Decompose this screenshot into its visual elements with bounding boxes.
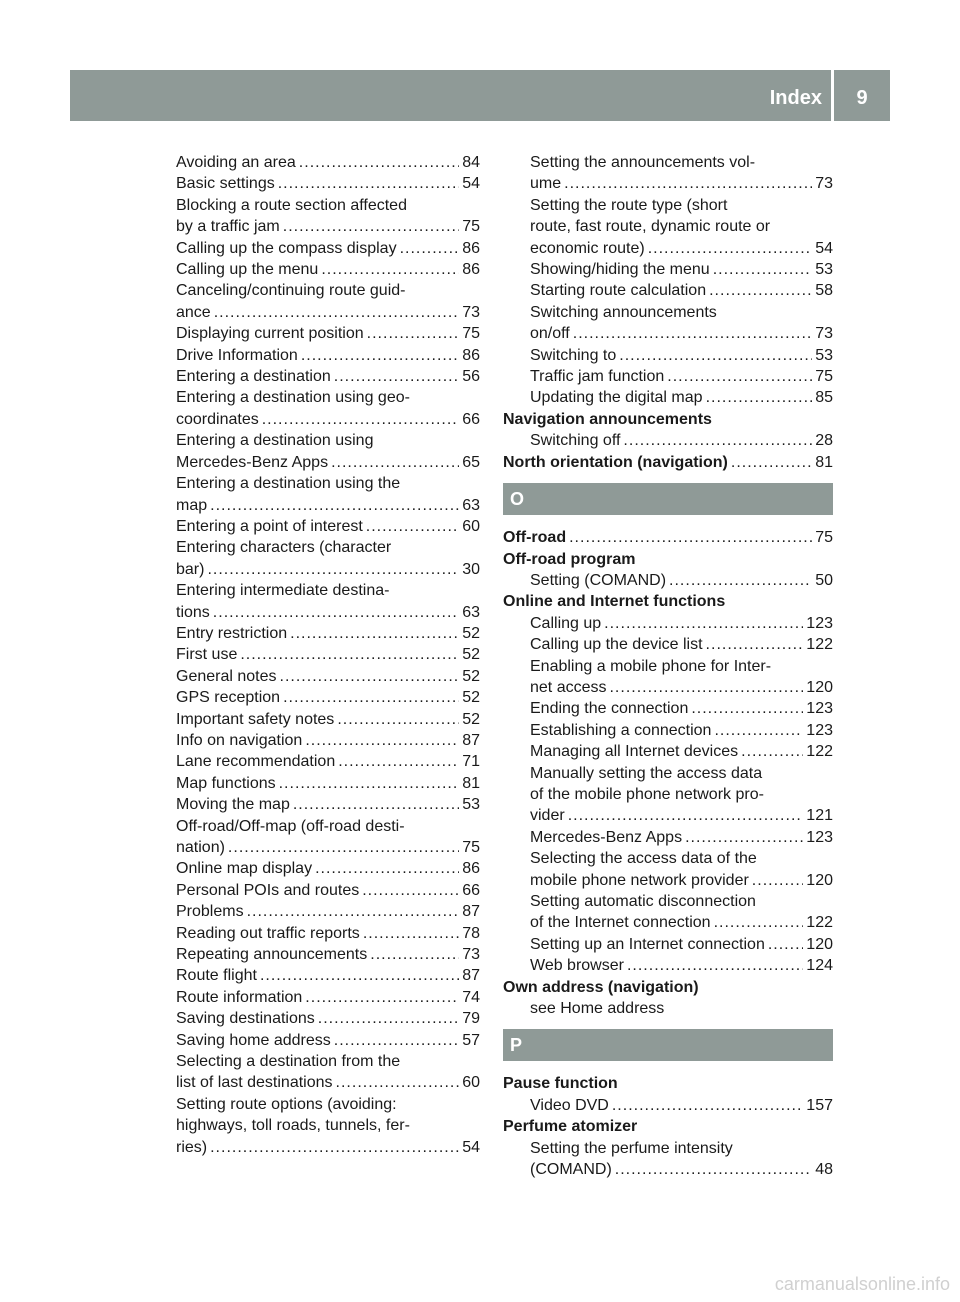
index-page-number: 78 xyxy=(462,924,480,942)
index-entry-label: Mercedes-Benz Apps xyxy=(176,453,329,471)
dot-leader xyxy=(609,677,803,698)
dot-leader xyxy=(752,870,804,891)
index-entry[interactable] xyxy=(503,1159,833,1180)
index-entry[interactable] xyxy=(503,280,833,301)
dot-leader xyxy=(713,259,812,280)
index-page-number: 75 xyxy=(815,368,833,386)
index-page-number: 86 xyxy=(462,860,480,878)
index-entry-label: Establishing a connection xyxy=(530,721,712,739)
index-entry-label: Saving home address xyxy=(176,1031,331,1049)
index-entry[interactable] xyxy=(503,677,833,698)
index-entry[interactable] xyxy=(503,238,833,259)
index-entry[interactable] xyxy=(176,901,480,922)
index-page-number: 87 xyxy=(462,967,480,985)
index-page-number: 54 xyxy=(815,239,833,257)
index-entry[interactable] xyxy=(176,1008,480,1029)
index-page-number: 28 xyxy=(815,432,833,450)
index-page-number: 66 xyxy=(462,881,480,899)
index-entry-label: map xyxy=(176,496,208,514)
index-entry-label: Showing/hiding the menu xyxy=(530,261,710,279)
index-entry-label: Reading out traffic reports xyxy=(176,924,360,942)
index-entry[interactable] xyxy=(176,559,480,580)
index-page-number: 63 xyxy=(462,603,480,621)
index-page-number: 52 xyxy=(462,689,480,707)
section-title: Index xyxy=(769,87,822,109)
dot-leader xyxy=(210,495,459,516)
index-entry-label: by a traffic jam xyxy=(176,218,280,236)
index-entry[interactable] xyxy=(503,387,833,408)
index-page-number: 52 xyxy=(462,667,480,685)
index-text-line: Entering intermediate destina- xyxy=(176,582,390,600)
index-page-number: 124 xyxy=(806,957,833,975)
index-entry[interactable] xyxy=(176,1137,480,1158)
index-page-number: 87 xyxy=(462,731,480,749)
index-page-number: 79 xyxy=(462,1010,480,1028)
index-entry[interactable] xyxy=(503,173,833,194)
index-page-number: 86 xyxy=(462,261,480,279)
index-entry-label: Info on navigation xyxy=(176,731,303,749)
index-entry[interactable] xyxy=(176,623,480,644)
index-text-line: Entering a destination using xyxy=(176,432,374,450)
dot-leader xyxy=(305,730,459,751)
index-entry-label: Route flight xyxy=(176,967,257,985)
index-page-number: 75 xyxy=(462,218,480,236)
dot-leader xyxy=(612,1095,803,1116)
index-entry[interactable] xyxy=(176,366,480,387)
index-column-left xyxy=(176,152,480,1158)
index-entry[interactable] xyxy=(176,644,480,665)
index-page-number: 73 xyxy=(462,946,480,964)
dot-leader xyxy=(213,602,459,623)
index-entry[interactable] xyxy=(503,912,833,933)
index-text-line: Selecting the access data of the xyxy=(530,850,757,868)
index-entry[interactable] xyxy=(176,323,480,344)
index-entry-label: ume xyxy=(530,175,562,193)
dot-leader xyxy=(709,280,812,301)
dot-leader xyxy=(247,901,459,922)
index-entry-label: Switching off xyxy=(530,432,621,450)
index-text-line: Setting route options (avoiding: xyxy=(176,1095,397,1113)
index-page-number: 60 xyxy=(462,517,480,535)
index-page-number: 53 xyxy=(462,796,480,814)
index-entry-label: Entering a destination xyxy=(176,368,331,386)
index-entry-label: tions xyxy=(176,603,210,621)
index-page-number: 52 xyxy=(462,646,480,664)
index-entry-label: coordinates xyxy=(176,410,259,428)
index-entry-label: General notes xyxy=(176,667,277,685)
index-heading: Online and Internet functions xyxy=(503,593,726,611)
index-entry-label: Online map display xyxy=(176,860,313,878)
index-entry[interactable] xyxy=(176,345,480,366)
index-text-line: see Home address xyxy=(530,1000,665,1018)
index-entry[interactable] xyxy=(503,1095,833,1116)
index-entry-label: Switching to xyxy=(530,346,617,364)
index-page-number: 48 xyxy=(815,1161,833,1179)
index-heading: Own address (navigation) xyxy=(503,978,699,996)
dot-leader xyxy=(262,409,459,430)
index-text-line: Enabling a mobile phone for Inter- xyxy=(530,657,772,675)
index-page-number: 73 xyxy=(815,175,833,193)
index-entry-label: list of last destinations xyxy=(176,1074,333,1092)
index-page-number: 75 xyxy=(462,325,480,343)
index-letter-heading: P xyxy=(503,1029,833,1061)
index-entry[interactable] xyxy=(503,259,833,280)
index-entry-label: Ending the connection xyxy=(530,700,689,718)
dot-leader xyxy=(569,527,812,548)
index-entry[interactable] xyxy=(503,366,833,387)
index-entry[interactable] xyxy=(503,741,833,762)
index-entry[interactable] xyxy=(176,709,480,730)
index-entry[interactable] xyxy=(176,987,480,1008)
dot-leader xyxy=(207,559,459,580)
index-entry[interactable] xyxy=(176,858,480,879)
index-page-number: 58 xyxy=(815,282,833,300)
dot-leader xyxy=(305,987,459,1008)
index-entry[interactable] xyxy=(503,720,833,741)
index-page-number: 120 xyxy=(806,871,833,889)
index-text-line: Setting the route type (short xyxy=(530,196,728,214)
dot-leader xyxy=(318,1008,459,1029)
index-page-number: 123 xyxy=(806,614,833,632)
index-entry-label: economic route) xyxy=(530,239,645,257)
index-entry-label: Avoiding an area xyxy=(176,154,296,171)
index-entry[interactable] xyxy=(176,965,480,986)
dot-leader xyxy=(731,452,812,473)
index-page-number: 73 xyxy=(815,325,833,343)
index-page-number: 87 xyxy=(462,903,480,921)
index-entry-label: Traffic jam function xyxy=(530,368,665,386)
index-text-line: Manually setting the access data xyxy=(530,764,763,782)
index-page-number: 57 xyxy=(462,1031,480,1049)
index-page-number: 84 xyxy=(462,154,480,171)
index-page-number: 86 xyxy=(462,239,480,257)
index-page-number: 50 xyxy=(815,571,833,589)
index-entry[interactable] xyxy=(176,173,480,194)
index-entry-label: Moving the map xyxy=(176,796,290,814)
index-entry-label: of the Internet connection xyxy=(530,914,711,932)
dot-leader xyxy=(280,666,459,687)
dot-leader xyxy=(334,366,459,387)
index-entry[interactable] xyxy=(176,794,480,815)
index-entry[interactable] xyxy=(503,934,833,955)
index-entry[interactable] xyxy=(176,302,480,323)
index-page-number: 120 xyxy=(806,678,833,696)
dot-leader xyxy=(768,934,803,955)
dot-leader xyxy=(301,345,459,366)
index-entry[interactable] xyxy=(503,323,833,344)
dot-leader xyxy=(706,387,812,408)
index-page-number: 71 xyxy=(462,753,480,771)
dot-leader xyxy=(336,1072,459,1093)
index-page-number: 53 xyxy=(815,346,833,364)
index-entry-label: First use xyxy=(176,646,238,664)
index-entry-label: Basic settings xyxy=(176,175,275,193)
index-entry[interactable] xyxy=(503,805,833,826)
index-page-number: 75 xyxy=(815,529,833,547)
index-entry[interactable] xyxy=(176,216,480,237)
index-page-number: 86 xyxy=(462,346,480,364)
index-page-number: 66 xyxy=(462,410,480,428)
index-entry-label: Important safety notes xyxy=(176,710,335,728)
dot-leader xyxy=(623,430,812,451)
index-entry-label: Starting route calculation xyxy=(530,282,707,300)
index-entry-label: Saving destinations xyxy=(176,1010,315,1028)
dot-leader xyxy=(667,366,812,387)
index-entry[interactable] xyxy=(176,238,480,259)
dot-leader xyxy=(337,709,459,730)
index-page-number: 52 xyxy=(462,624,480,642)
index-entry[interactable] xyxy=(503,613,833,634)
dot-leader xyxy=(278,173,459,194)
index-entry-label: Lane recommendation xyxy=(176,753,336,771)
dot-leader xyxy=(568,805,804,826)
dot-leader xyxy=(321,259,459,280)
index-entry-label: North orientation (navigation) xyxy=(503,453,728,471)
index-text-line: Entering characters (character xyxy=(176,539,392,557)
watermark: carmanualsonline.info xyxy=(774,1274,950,1294)
index-text-line: of the mobile phone network pro- xyxy=(530,785,764,803)
index-page-number: 81 xyxy=(462,774,480,792)
index-text-line: Canceling/continuing route guid- xyxy=(176,282,406,300)
dot-leader xyxy=(214,302,459,323)
index-text-line: Entering a destination using the xyxy=(176,475,401,493)
index-column-right xyxy=(503,152,833,1180)
index-page-number: 60 xyxy=(462,1074,480,1092)
index-entry-label: Setting (COMAND) xyxy=(530,571,667,589)
index-page-number: 121 xyxy=(806,807,833,825)
dot-leader xyxy=(260,965,459,986)
dot-leader xyxy=(283,687,459,708)
index-page-number: 123 xyxy=(806,700,833,718)
index-letter-heading: O xyxy=(503,483,833,515)
index-entry[interactable] xyxy=(503,452,833,473)
index-entry[interactable] xyxy=(176,409,480,430)
index-heading: Navigation announcements xyxy=(503,410,712,428)
dot-leader xyxy=(741,741,803,762)
index-page-number: 54 xyxy=(462,175,480,193)
index-page-number: 56 xyxy=(462,368,480,386)
index-entry[interactable] xyxy=(503,634,833,655)
index-entry-label: Map functions xyxy=(176,774,276,792)
index-entry-label: Calling up the menu xyxy=(176,261,319,279)
index-heading: Off-road program xyxy=(503,550,636,568)
index-entry-label: Entering a point of interest xyxy=(176,517,363,535)
index-entry[interactable] xyxy=(176,452,480,473)
dot-leader xyxy=(400,238,459,259)
index-text-line: Selecting a destination from the xyxy=(176,1053,401,1071)
index-entry[interactable] xyxy=(176,152,480,173)
index-entry-label: net access xyxy=(530,678,607,696)
index-entry[interactable] xyxy=(176,495,480,516)
dot-leader xyxy=(573,323,812,344)
index-entry[interactable] xyxy=(176,880,480,901)
index-text-line: Off-road/Off-map (off-road desti- xyxy=(176,817,405,835)
index-page-number: 30 xyxy=(462,560,480,578)
index-entry-label: mobile phone network provider xyxy=(530,871,749,889)
dot-leader xyxy=(299,152,459,173)
dot-leader xyxy=(338,751,459,772)
index-text-line: Setting automatic disconnection xyxy=(530,893,756,910)
page-number: 9 xyxy=(856,87,868,109)
dot-leader xyxy=(714,912,804,933)
index-entry-label: Web browser xyxy=(530,957,624,975)
index-entry[interactable] xyxy=(176,687,480,708)
index-entry-label: nation) xyxy=(176,839,225,856)
dot-leader xyxy=(648,238,812,259)
dot-leader xyxy=(290,623,459,644)
index-entry-label: (COMAND) xyxy=(530,1161,612,1179)
index-page-number: 157 xyxy=(806,1096,833,1114)
index-entry[interactable] xyxy=(176,730,480,751)
index-entry[interactable] xyxy=(503,870,833,891)
index-page-number: 75 xyxy=(462,839,480,856)
index-entry-label: Updating the digital map xyxy=(530,389,703,407)
index-entry[interactable] xyxy=(176,751,480,772)
dot-leader xyxy=(564,173,812,194)
index-entry-label: Displaying current position xyxy=(176,325,364,343)
index-entry[interactable] xyxy=(176,773,480,794)
dot-leader xyxy=(615,1159,812,1180)
dot-leader xyxy=(334,1030,459,1051)
dot-leader xyxy=(362,880,459,901)
dot-leader xyxy=(619,345,812,366)
index-entry[interactable] xyxy=(503,827,833,848)
index-text-line: Setting the perfume intensity xyxy=(530,1139,733,1157)
dot-leader xyxy=(367,323,459,344)
index-entry[interactable] xyxy=(176,666,480,687)
index-entry-label: Route information xyxy=(176,988,303,1006)
index-page-number: 53 xyxy=(815,261,833,279)
dot-leader xyxy=(228,837,459,858)
index-entry-label: Entry restriction xyxy=(176,624,288,642)
index-entry-label: Mercedes-Benz Apps xyxy=(530,828,683,846)
index-entry-label: Managing all Internet devices xyxy=(530,743,739,761)
index-text-line: Switching announcements xyxy=(530,303,717,321)
index-heading: Pause function xyxy=(503,1075,618,1093)
dot-leader xyxy=(279,773,459,794)
index-page-number: 73 xyxy=(462,303,480,321)
index-entry[interactable] xyxy=(503,698,833,719)
dot-leader xyxy=(315,858,459,879)
index-page-number: 123 xyxy=(806,828,833,846)
index-entry-label: GPS reception xyxy=(176,689,281,707)
index-entry[interactable] xyxy=(503,345,833,366)
index-page-number: 54 xyxy=(462,1138,480,1156)
index-entry-label: Off-road xyxy=(503,529,567,547)
index-page-number: 81 xyxy=(815,453,833,471)
index-entry-label: Setting up an Internet connection xyxy=(530,935,765,953)
dot-leader xyxy=(283,216,459,237)
index-page-number: 122 xyxy=(806,743,833,761)
index-entry[interactable] xyxy=(503,570,833,591)
index-page-number: 122 xyxy=(806,636,833,654)
index-text-line: Blocking a route section affected xyxy=(176,196,407,214)
index-text-line: highways, toll roads, tunnels, fer- xyxy=(176,1117,410,1135)
dot-leader xyxy=(714,720,803,741)
index-entry-label: Drive Information xyxy=(176,346,298,364)
dot-leader xyxy=(370,944,459,965)
dot-leader xyxy=(210,1137,459,1158)
index-page-number: 122 xyxy=(806,914,833,932)
index-page-number: 123 xyxy=(806,721,833,739)
dot-leader xyxy=(691,698,803,719)
index-entry-label: Video DVD xyxy=(530,1096,609,1114)
index-text-line: Entering a destination using geo- xyxy=(176,389,410,407)
index-page-number: 120 xyxy=(806,935,833,953)
index-page-number: 65 xyxy=(462,453,480,471)
index-page-number: 52 xyxy=(462,710,480,728)
index-page-number: 63 xyxy=(462,496,480,514)
index-entry-label: Personal POIs and routes xyxy=(176,881,360,899)
index-entry[interactable] xyxy=(176,1072,480,1093)
index-entry-label: vider xyxy=(530,807,565,825)
index-entry-label: Calling up xyxy=(530,614,602,632)
index-entry-label: on/off xyxy=(530,325,570,343)
index-entry-label: Repeating announcements xyxy=(176,946,368,964)
dot-leader xyxy=(331,452,459,473)
index-page-number: 74 xyxy=(462,988,480,1006)
dot-leader xyxy=(366,516,459,537)
index-entry-label: Calling up the compass display xyxy=(176,239,397,257)
dot-leader xyxy=(627,955,803,976)
index-entry-label: Problems xyxy=(176,903,244,921)
dot-leader xyxy=(706,634,804,655)
index-entry[interactable] xyxy=(503,430,833,451)
index-text-line: Setting the announcements vol- xyxy=(530,154,756,171)
dot-leader xyxy=(685,827,803,848)
dot-leader xyxy=(293,794,459,815)
index-entry[interactable] xyxy=(176,837,480,858)
index-heading: Perfume atomizer xyxy=(503,1118,638,1136)
index-entry[interactable] xyxy=(176,259,480,280)
index-entry-label: ries) xyxy=(176,1138,208,1156)
index-entry-label: ance xyxy=(176,303,211,321)
index-entry[interactable] xyxy=(176,1030,480,1051)
index-entry[interactable] xyxy=(503,527,833,548)
index-entry-label: bar) xyxy=(176,560,205,578)
index-entry[interactable] xyxy=(176,602,480,623)
index-entry[interactable] xyxy=(176,516,480,537)
index-entry[interactable] xyxy=(176,923,480,944)
index-entry[interactable] xyxy=(176,944,480,965)
dot-leader xyxy=(240,644,459,665)
dot-leader xyxy=(604,613,803,634)
index-text-line: route, fast route, dynamic route or xyxy=(530,218,771,236)
index-entry-label: Calling up the device list xyxy=(530,636,703,654)
index-entry[interactable] xyxy=(503,955,833,976)
dot-leader xyxy=(669,570,812,591)
index-page-number: 85 xyxy=(815,389,833,407)
dot-leader xyxy=(363,923,459,944)
